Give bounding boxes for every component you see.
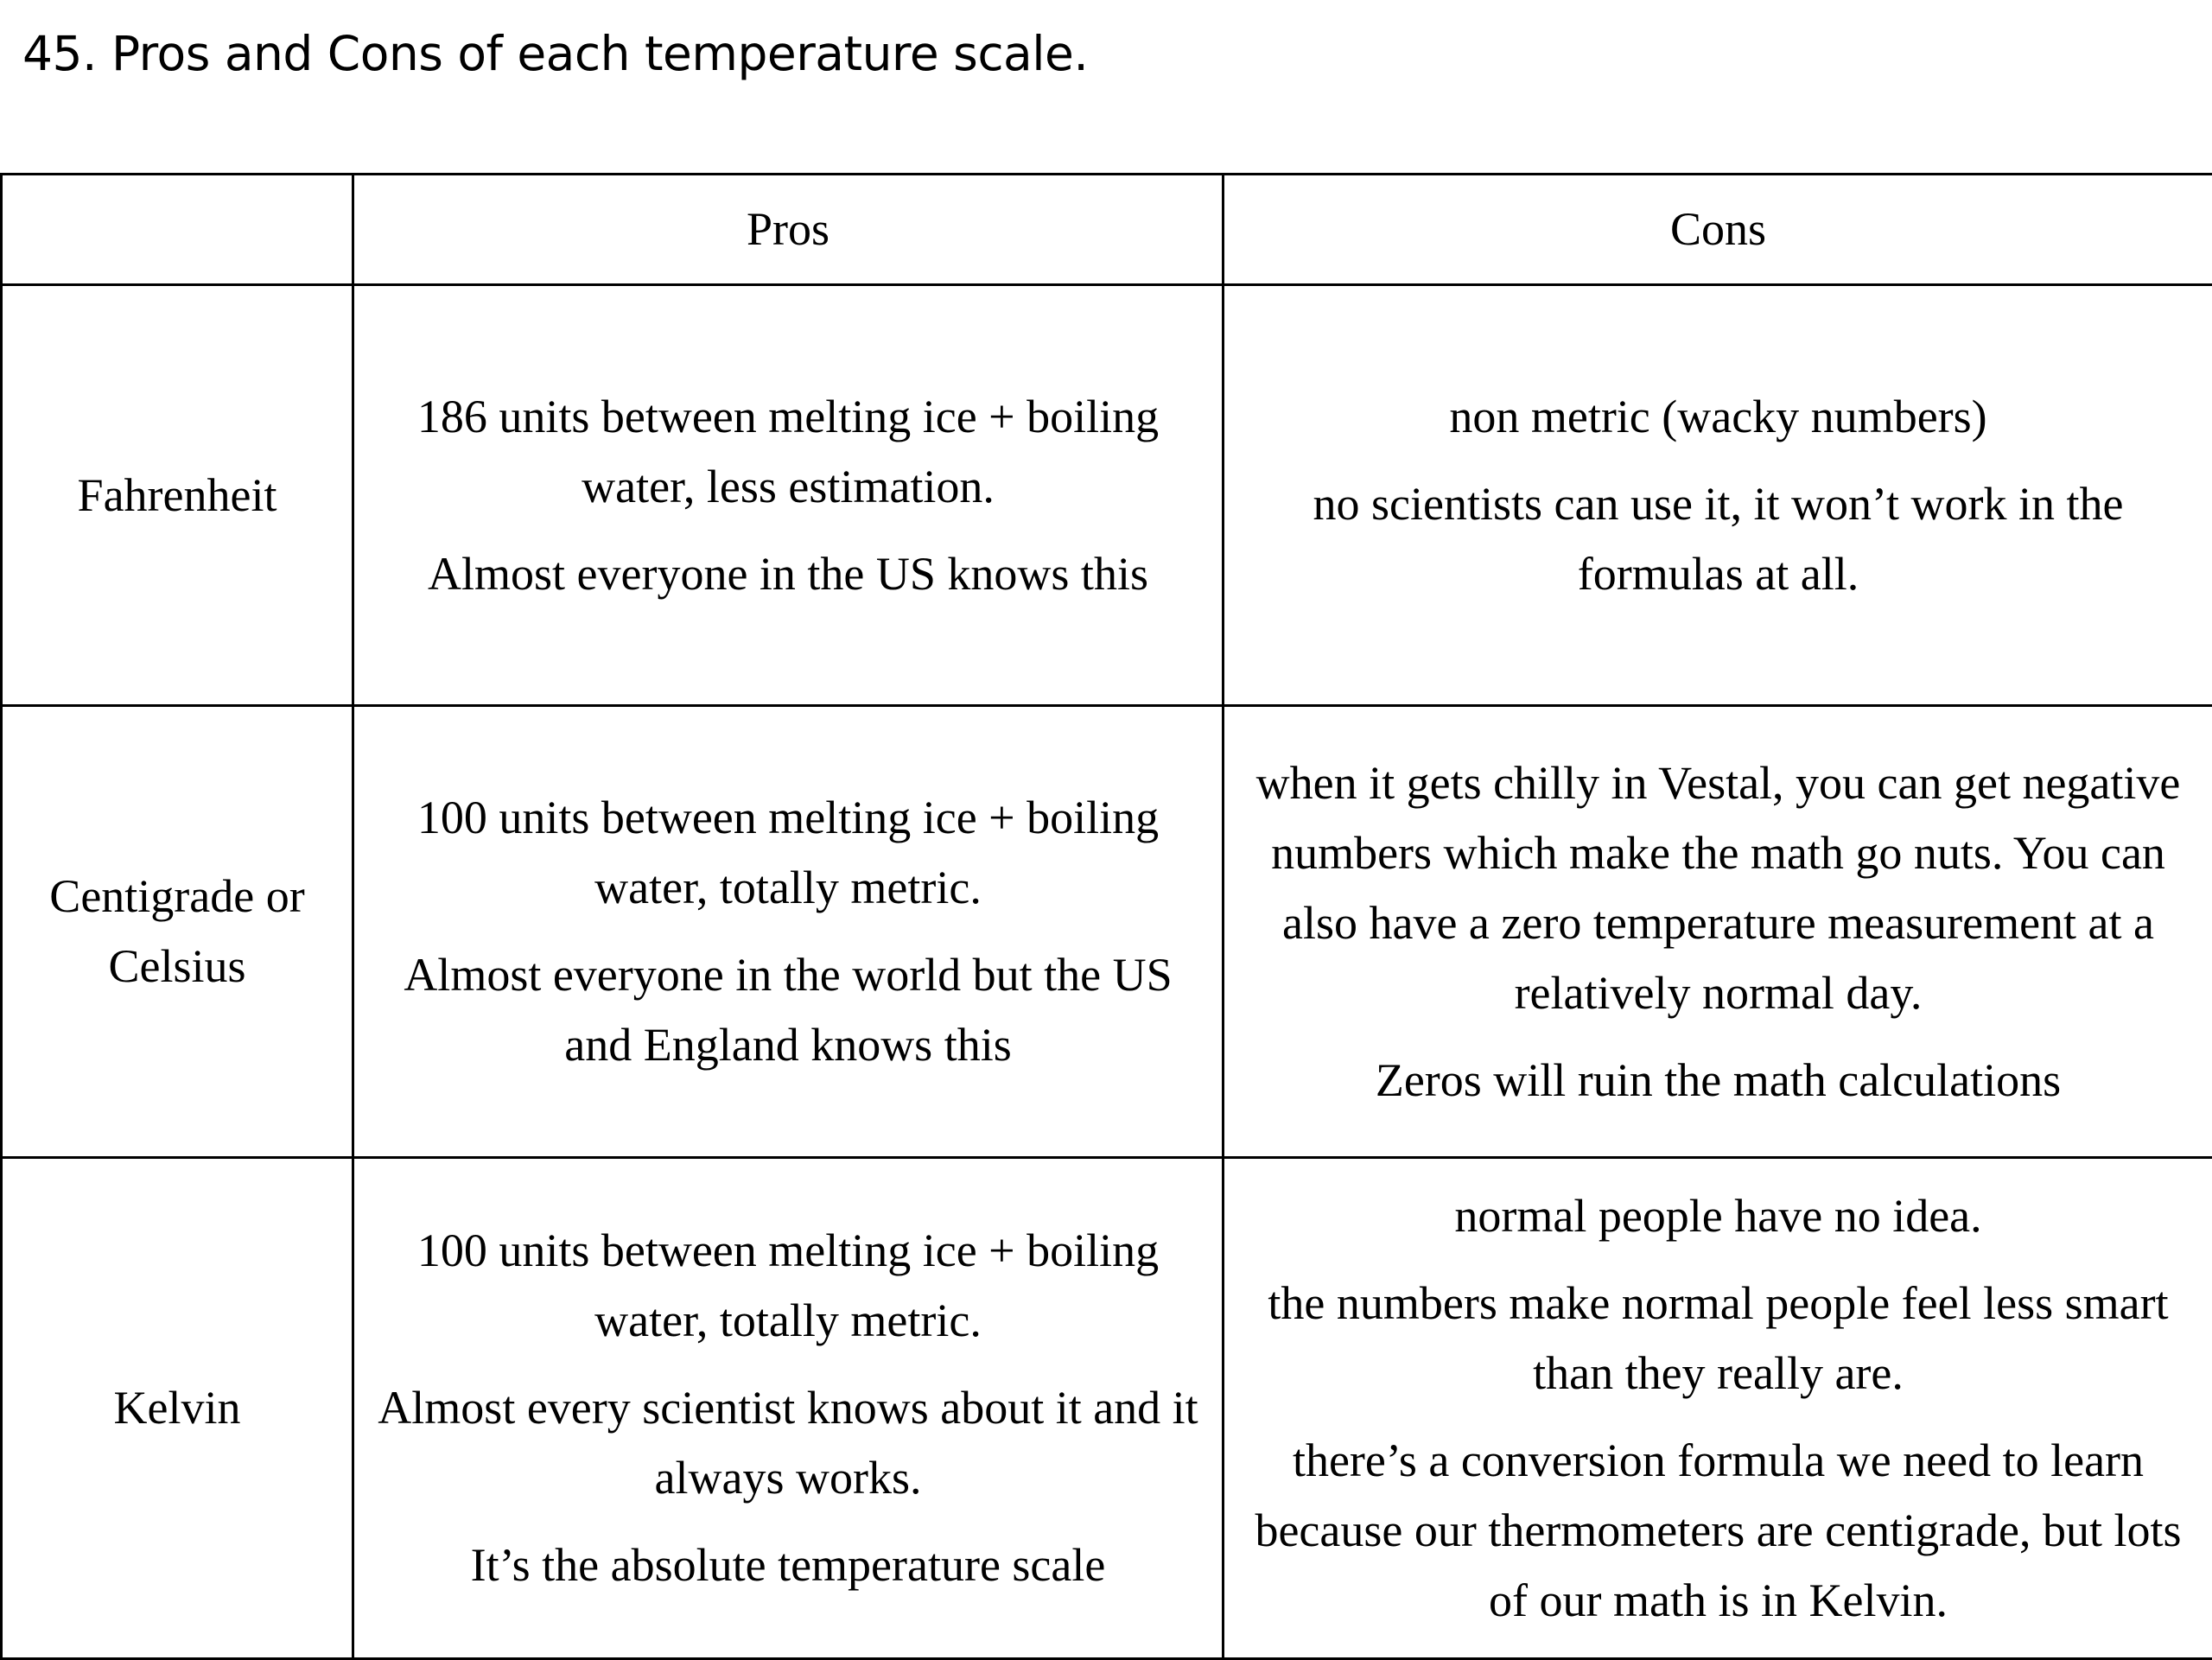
table-row-celsius — [2, 706, 2212, 1158]
pros-text: 186 units between melting ice + boiling water, less estimation. — [372, 382, 1205, 522]
pros-text: 100 units between melting ice + boiling water, totally metric. — [372, 783, 1205, 923]
pros-text: Almost everyone in the US knows this — [372, 539, 1205, 609]
pros-cell-celsius — [353, 706, 1224, 1158]
pros-cell-kelvin — [353, 1158, 1224, 1659]
pros-text: Almost everyone in the world but the US and England knows this — [372, 940, 1205, 1080]
table-header-row — [2, 175, 2212, 285]
cons-text: the numbers make normal people feel less smart than they really are. — [1242, 1269, 2195, 1409]
cons-text: normal people have no idea. — [1242, 1181, 2195, 1251]
header-cell-pros: Pros — [353, 175, 1224, 285]
pros-cons-table — [0, 173, 2212, 1660]
pros-cell-fahrenheit — [353, 285, 1224, 706]
row-label-celsius: Centigrade or Celsius — [2, 706, 353, 1158]
cons-text: no scientists can use it, it won’t work in the formulas at all. — [1242, 469, 2195, 609]
cons-text: when it gets chilly in Vestal, you can get negative numbers which make the math go nuts. You can also have a zero temperature measurement at a relatively normal day. — [1242, 748, 2195, 1028]
pros-text: 100 units between melting ice + boiling water, totally metric. — [372, 1216, 1205, 1356]
cons-text: Zeros will ruin the math calculations — [1242, 1046, 2195, 1116]
table-row-kelvin — [2, 1158, 2212, 1659]
cons-cell-celsius — [1224, 706, 2212, 1158]
header-cell-cons: Cons — [1224, 175, 2212, 285]
cons-cell-fahrenheit — [1224, 285, 2212, 706]
header-cell-empty — [2, 175, 353, 285]
cons-cell-kelvin — [1224, 1158, 2212, 1659]
question-heading: 45. Pros and Cons of each temperature scale. — [22, 22, 1088, 85]
row-label-kelvin: Kelvin — [2, 1158, 353, 1659]
table-row-fahrenheit — [2, 285, 2212, 706]
cons-text: there’s a conversion formula we need to learn because our thermometers are centigrade, but lots of our math is in Kelvin. — [1242, 1426, 2195, 1636]
pros-text: It’s the absolute temperature scale — [372, 1530, 1205, 1600]
pros-text: Almost every scientist knows about it and it always works. — [372, 1373, 1205, 1513]
cons-text: non metric (wacky numbers) — [1242, 382, 2195, 452]
row-label-fahrenheit: Fahrenheit — [2, 285, 353, 706]
